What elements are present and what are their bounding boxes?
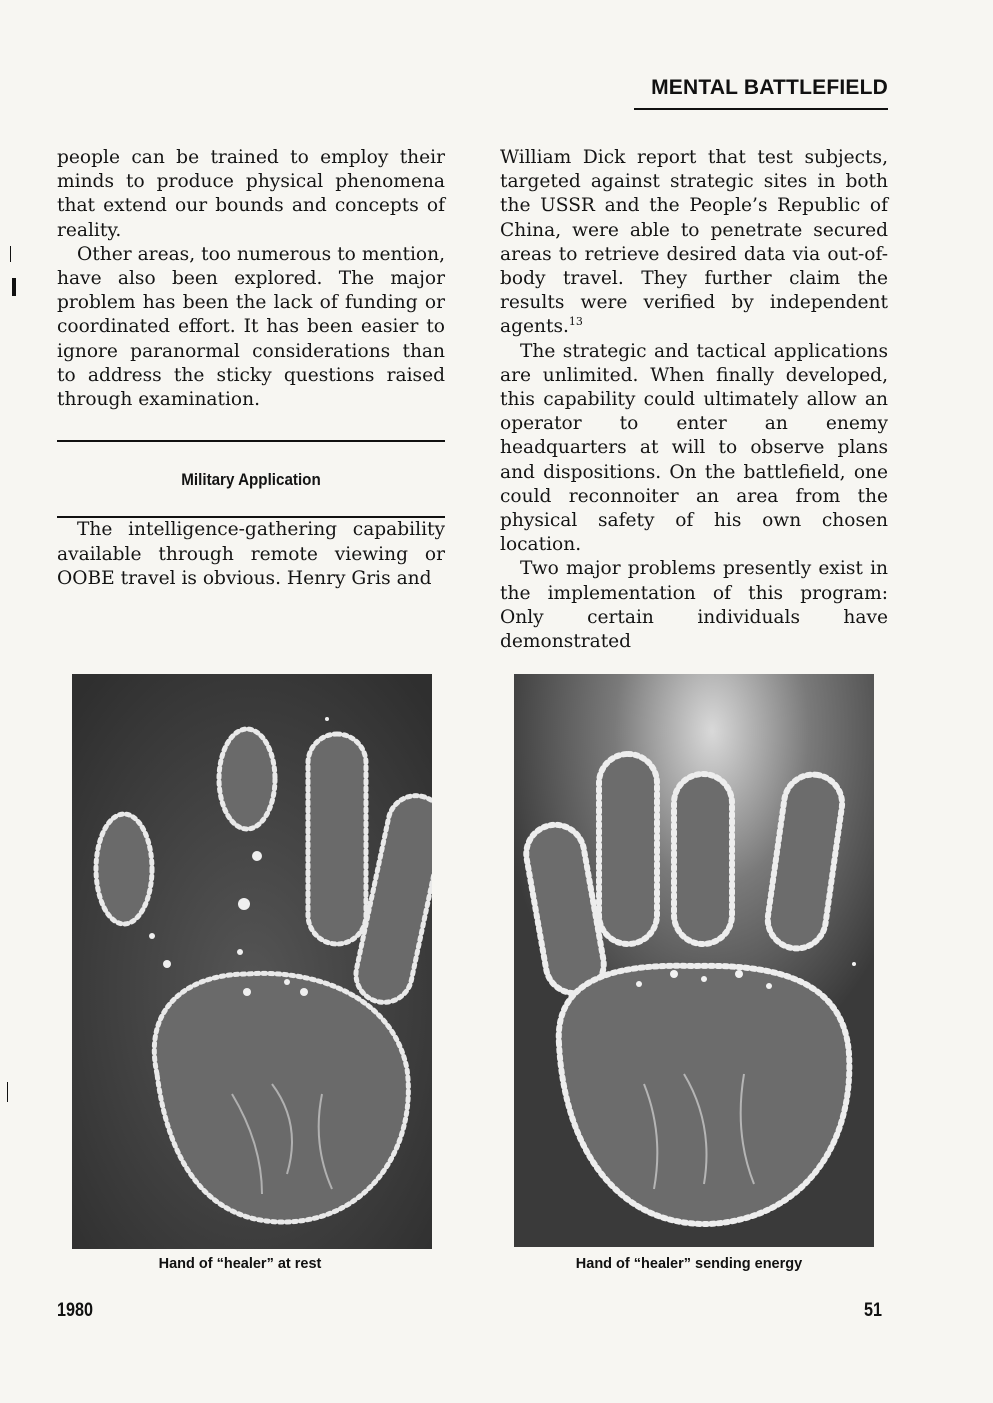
left-paragraph-1: people can be trained to employ their minds to produce physical phenomena that extend our bounds and concepts of reality.: [57, 147, 445, 241]
section-heading-block: [57, 440, 445, 518]
footer-year: 1980: [57, 1300, 93, 1321]
right-paragraph-1: [500, 146, 888, 340]
photo-hand-at-rest: [72, 674, 432, 1249]
left-column: [57, 146, 445, 591]
right-paragraph-1-text: William Dick report that test subjects, targeted against strategic sites in both the USSR and the People’s Republic of China, were able to penetrate secured areas to retrieve desired data via out-of-body travel. They further claim the results were verified by independent agents.: [500, 147, 888, 338]
margin-mark: [7, 1082, 8, 1102]
right-column: [500, 146, 888, 654]
caption-hand-at-rest: Hand of “healer” at rest: [158, 1256, 322, 1272]
footnote-reference: 13: [568, 315, 583, 329]
running-head: MENTAL BATTLEFIELD: [651, 76, 888, 99]
left-paragraph-2: Other areas, too numerous to mention, have also been explored. The major problem has been the lack of funding or coordinated effort. It has been easier to ignore paranormal considerations than to address the sticky questions raised through examination.: [57, 243, 445, 411]
left-paragraph-3: The intelligence-gathering capability available through remote viewing or OOBE travel is obvious. Henry Gris and: [57, 519, 445, 589]
right-paragraph-3: Two major problems presently exist in the implementation of this program: Only certain individuals have demonstrated: [500, 558, 888, 653]
section-heading: Military Application: [181, 471, 321, 490]
page-number: 51: [864, 1300, 882, 1321]
photo-hand-sending-energy: [514, 674, 874, 1247]
margin-mark: [12, 278, 16, 296]
right-paragraph-2: The strategic and tactical applications are unlimited. When finally developed, this capability could ultimately allow an operator to enter an enemy headquarters at will to observe plans and dispositions. On the battlefield, one could reconnoiter an area from the physical safety of his own chosen location.: [500, 340, 888, 556]
caption-hand-sending-energy: Hand of “healer” sending energy: [575, 1256, 803, 1272]
margin-mark: [10, 246, 11, 262]
section-rule-top: [57, 440, 445, 442]
header-rule: [634, 108, 888, 110]
